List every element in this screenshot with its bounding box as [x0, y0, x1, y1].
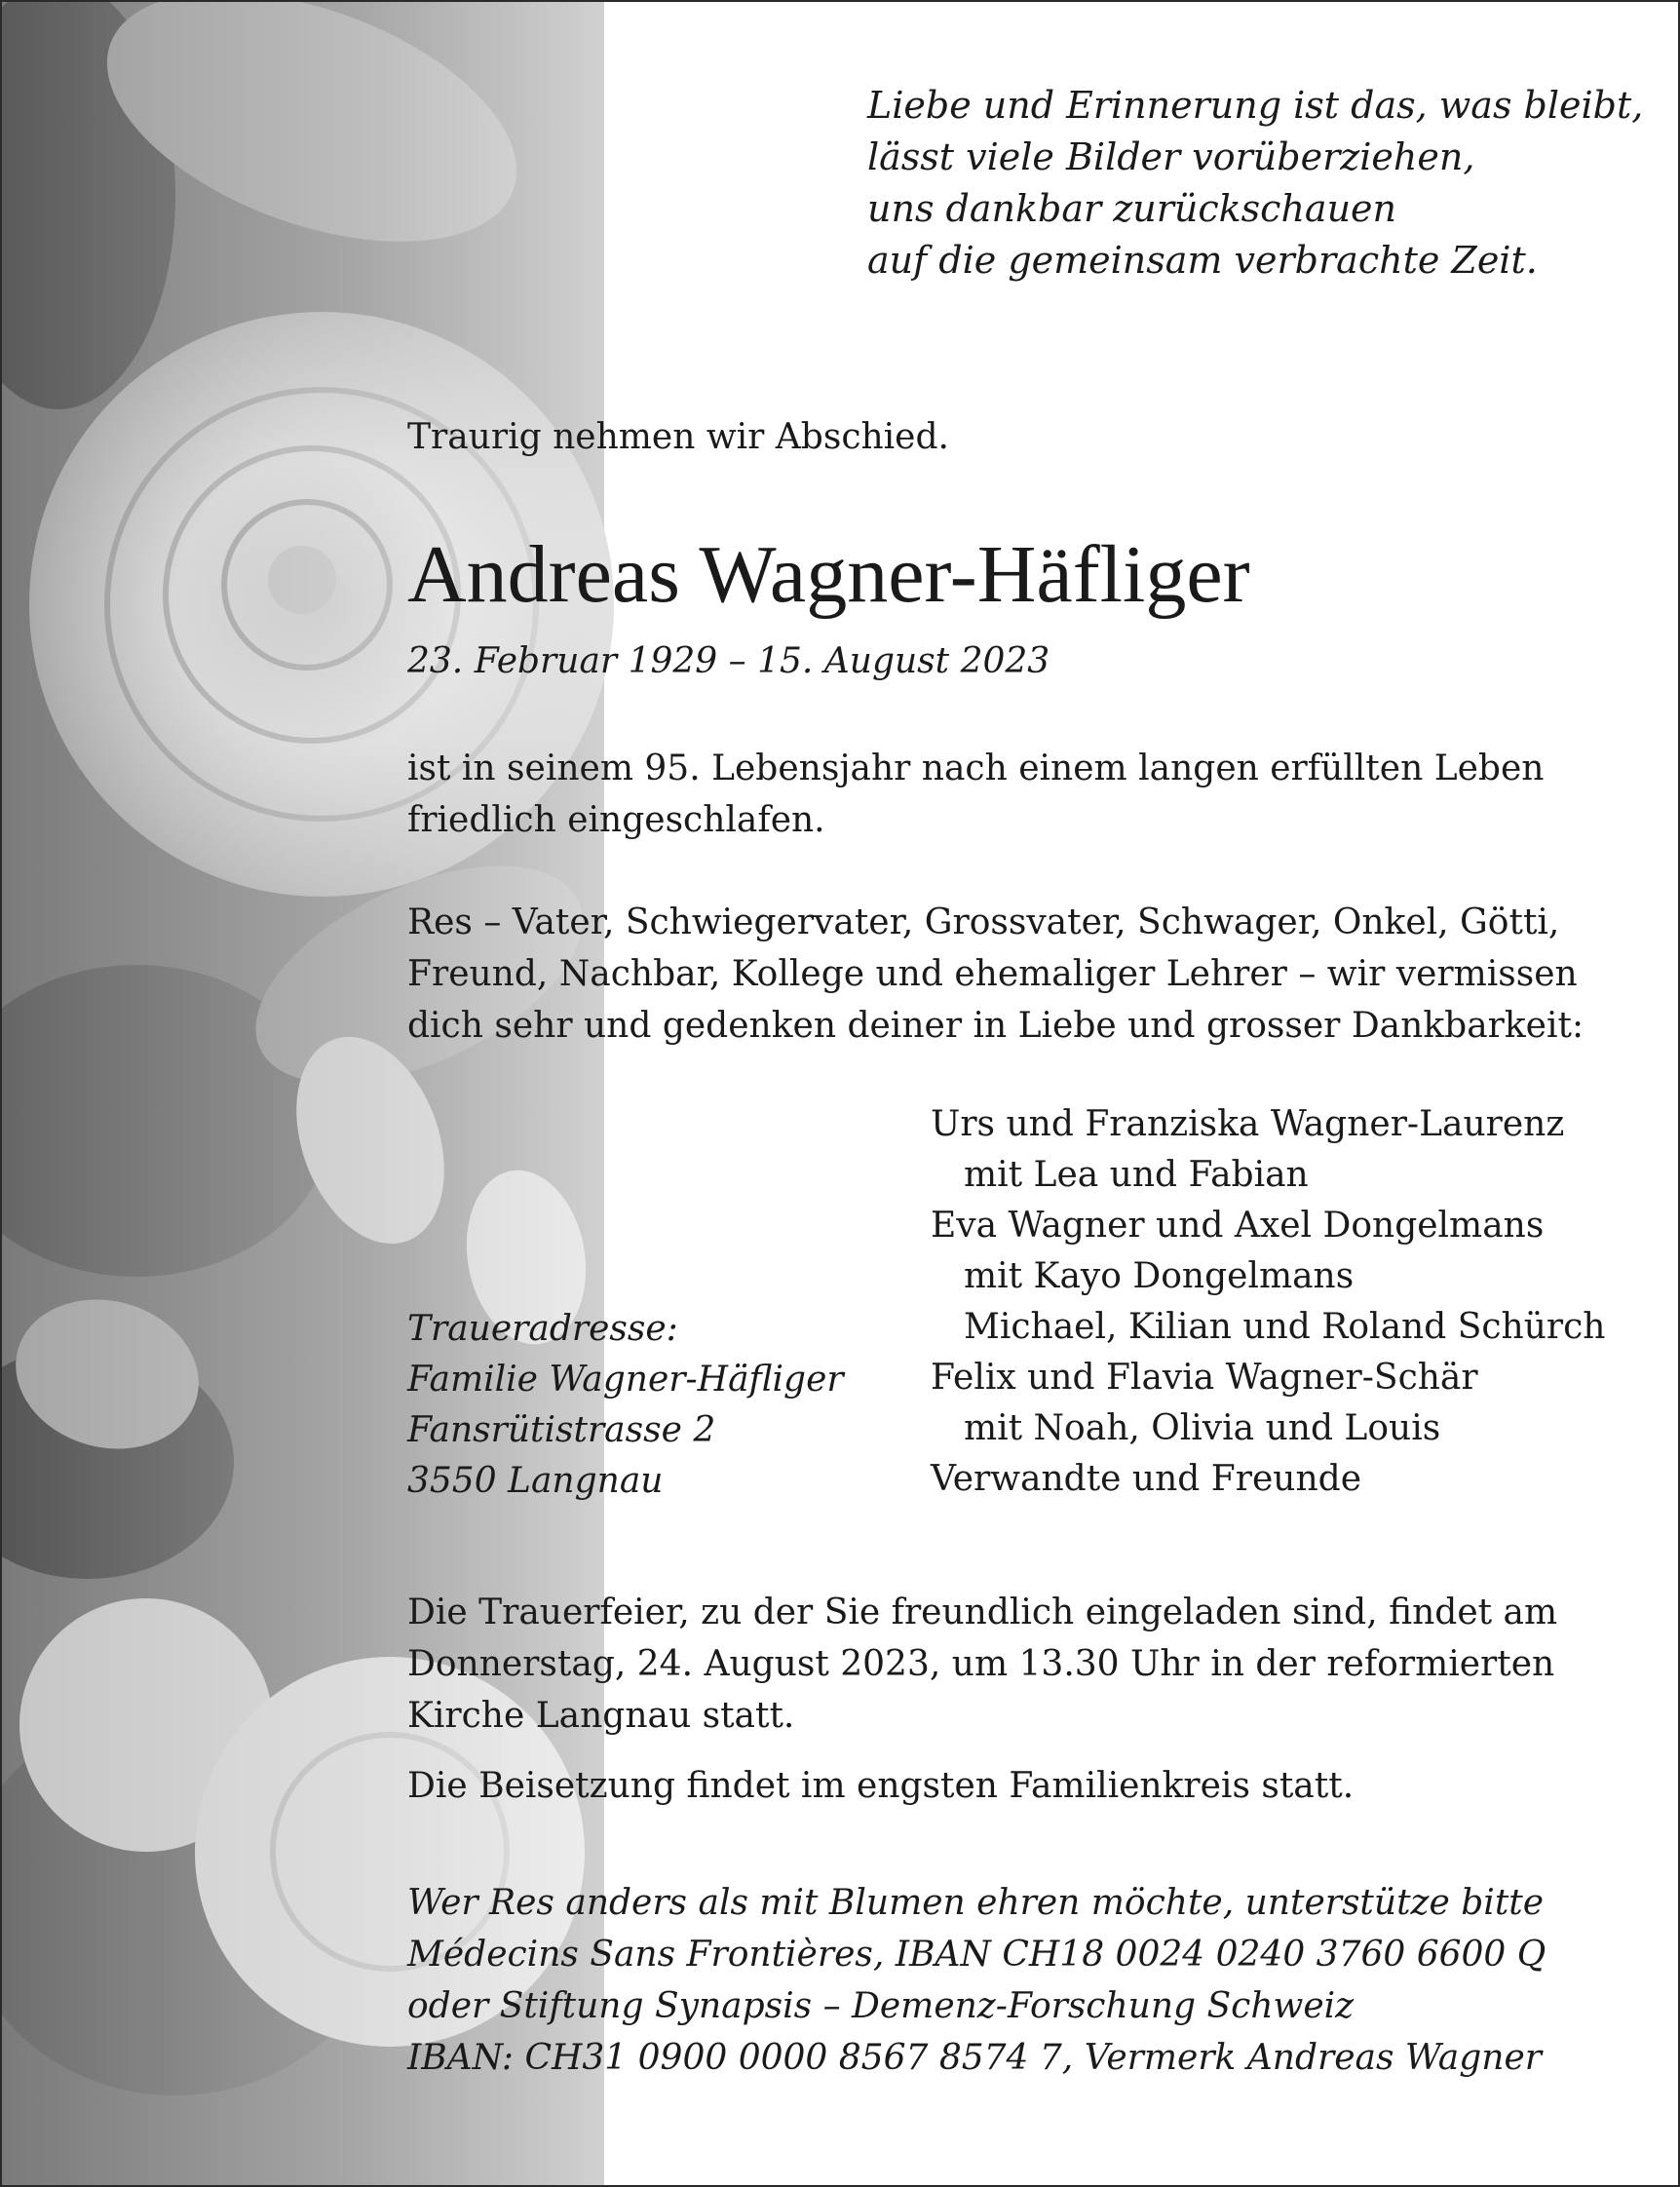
paragraph-line: Kirche Langnau statt. [407, 1696, 795, 1736]
donation-line: IBAN: CH31 0900 0000 8567 8574 7, Vermerk Andreas Wagner [407, 2038, 1543, 2078]
paragraph-line: dich sehr und gedenken deiner in Liebe und grosser Dankbarkeit: [407, 1006, 1585, 1046]
family-member: Eva Wagner und Axel Dongelmans [931, 1206, 1545, 1246]
family-member: mit Noah, Olivia und Louis [964, 1408, 1441, 1448]
paragraph-line: friedlich eingeschlafen. [407, 800, 825, 840]
paragraph-line: Res – Vater, Schwiegervater, Grossvater, Schwager, Onkel, Götti, [407, 902, 1560, 942]
address-line: Familie Wagner-Häfliger [407, 1360, 844, 1400]
mourning-address [407, 1304, 844, 1507]
family-member: Urs und Franziska Wagner-Laurenz [931, 1104, 1565, 1144]
address-line: Fansrütistrasse 2 [407, 1410, 716, 1450]
paragraph-ceremony [407, 1587, 1606, 1742]
donation-line: Médecins Sans Frontières, IBAN CH18 0024 0240 3760 6600 Q [407, 1935, 1546, 1975]
deceased-name: Andreas Wagner-Häfliger [407, 529, 1250, 620]
family-member: mit Kayo Dongelmans [964, 1256, 1355, 1296]
paragraph-line: Donnerstag, 24. August 2023, um 13.30 Uhr in der reformierten [407, 1644, 1555, 1684]
paragraph-line: Die Trauerfeier, zu der Sie freundlich eingeladen sind, findet am [407, 1592, 1558, 1632]
paragraph-line: Freund, Nachbar, Kollege und ehemaliger Lehrer – wir vermissen [407, 954, 1578, 994]
paragraph-line: ist in seinem 95. Lebensjahr nach einem langen erfüllten Leben [407, 748, 1545, 788]
donation-line: Wer Res anders als mit Blumen ehren möchte, unterstütze bitte [407, 1883, 1545, 1923]
poem-line: Liebe und Erinnerung ist das, was bleibt, [867, 84, 1644, 127]
family-member: Verwandte und Freunde [931, 1459, 1362, 1499]
family-member: Felix und Flavia Wagner-Schär [931, 1358, 1478, 1398]
donation-line: oder Stiftung Synapsis – Demenz-Forschung Schweiz [407, 1986, 1355, 2026]
poem-line: auf die gemeinsam verbrachte Zeit. [867, 239, 1538, 282]
family-member: mit Lea und Fabian [964, 1155, 1309, 1195]
address-line: Traueradresse: [407, 1309, 678, 1349]
paragraph-burial: Die Beisetzung findet im engsten Familienkreis statt. [407, 1766, 1355, 1806]
family-list [931, 1099, 1605, 1505]
family-member: Michael, Kilian und Roland Schürch [964, 1307, 1606, 1347]
address-line: 3550 Langnau [407, 1461, 664, 1501]
poem-line: uns dankbar zurückschauen [867, 187, 1397, 230]
paragraph-passing [407, 743, 1606, 846]
poem-line: lässt viele Bilder vorüberziehen, [867, 135, 1475, 178]
donation-note [407, 1877, 1546, 2084]
intro-text: Traurig nehmen wir Abschied. [407, 417, 949, 457]
life-dates: 23. Februar 1929 – 15. August 2023 [407, 641, 1050, 681]
poem [867, 80, 1643, 287]
paragraph-remembrance [407, 897, 1606, 1052]
